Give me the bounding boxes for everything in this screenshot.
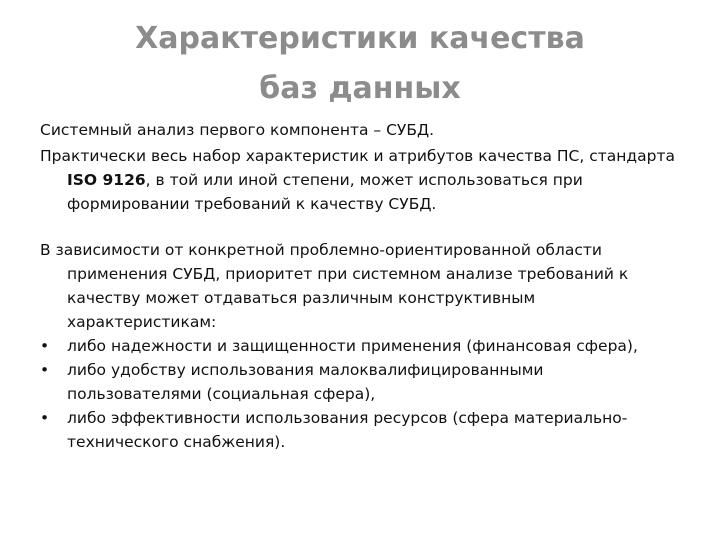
title-line-2: баз данных: [259, 71, 461, 106]
paragraph-subsystem-analysis: Системный анализ первого компонента – СУБД.: [40, 121, 435, 139]
bullet-text: либо эффективности использования ресурсов (сфера материально-технического снабжения).: [67, 409, 628, 451]
bullet-item-usability: [40, 358, 680, 406]
paragraph-iso-characteristics: [40, 144, 680, 216]
slide-title: [40, 14, 680, 114]
paragraph-iso-text-after: , в той или иной степени, может использоваться при формировании требований к качеству СУБД.: [67, 171, 583, 213]
bullet-marker: •: [40, 337, 50, 355]
bullet-marker: •: [40, 409, 50, 427]
bullet-text: либо удобству использования малоквалифицированными пользователями (социальная сфера),: [67, 361, 544, 403]
bullet-item-reliability: [40, 334, 680, 358]
title-line-1: Характеристики качества: [135, 21, 585, 56]
bullet-text: либо надежности и защищенности применения (финансовая сфера),: [67, 337, 638, 355]
bullet-marker: •: [40, 361, 50, 379]
slide-body: [40, 118, 680, 454]
paragraph-iso-text-before: Практически весь набор характеристик и атрибутов качества ПС, стандарта: [40, 147, 676, 165]
iso-standard-label: ISO 9126: [67, 171, 146, 189]
paragraph-priority-domain: В зависимости от конкретной проблемно-ориентированной области применения СУБД, приоритет при системном анализе требований к качеству может отдаваться различным конструктивным характеристикам:: [40, 241, 629, 331]
bullet-item-efficiency: [40, 406, 680, 454]
